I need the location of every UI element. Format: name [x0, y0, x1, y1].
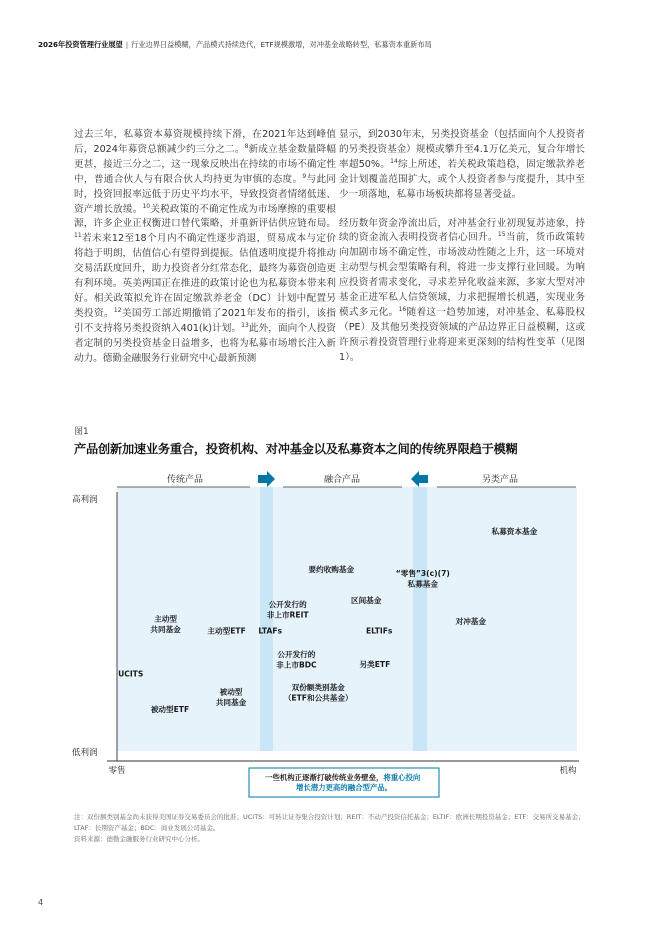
chart-point-label: 主动型共同基金 — [150, 614, 181, 634]
callout-highlight-2: 增长潜力更高的融合型产品。 — [295, 783, 393, 792]
chart-point-label: 对冲基金 — [455, 617, 486, 627]
header-title: 2026年投资管理行业展望 — [38, 40, 123, 49]
chart-point-label: 公开发行的非上市REIT — [266, 600, 309, 620]
footnote-ref: 8 — [244, 142, 249, 150]
chart-point-label: “零售”3(c)(7)私募基金 — [395, 569, 450, 589]
section-label-alternative: 另类产品 — [481, 475, 519, 485]
y-axis-bottom-label: 低利润 — [72, 748, 98, 758]
chart-point-label: 私募资本基金 — [491, 527, 538, 537]
footnote-ref: 16 — [398, 305, 407, 313]
arrow-right-icon — [258, 471, 275, 487]
header-separator: | — [125, 40, 129, 49]
chart-point-label: LTAFs — [258, 626, 283, 636]
footnote-ref: 15 — [497, 231, 506, 239]
callout-highlight-1: 将重心投向 — [383, 773, 421, 782]
arrow-left-icon — [411, 471, 428, 487]
header-subtitle: 行业边界日益模糊，产品模式持续迭代，ETF规模激增，对冲基金战略转型，私募资本重新布局 — [131, 40, 432, 49]
paragraph-left: 过去三年，私募资本募资规模持续下滑，在2021年达到峰值后，2024年募资总额减少约三分之二。$^8$新成立基金数量降幅更甚，接近三分之二，这一现象反映出在持续的市场不确定性中，普通合伙人与有限合伙人均持更为审慎的态度。$^9$与此同时，投资回报率远低于历史平均水平，导致投资者情绪低迷、资产增长放缓。$^{10}$关税政策的不确定性成为市场摩擦的重要根源，许多企业正权衡进口替代策略，并重新评估供应链布局。$^{11}$若未来12至18个月内不确定性逐步消退，贸易成本与定价将趋于明朗，估值信心有望得到提振。估值透明度提升将推动交易活跃度回升，助力投资者分红常态化，最终为募资创造更有利环境。英美两国正在推进的政策讨论也为私募资本带来利好。相关政策拟允许在固定缴款养老金（DC）计划中配置另类投资。$^{12}$美国劳工部近期撤销了2021年发布的指引，该指引不支持将另类投资纳入401(k)计划。$^{13}$此外，面向个人投资者定制的另类投资基金日益增多，也将为私募市场增长注入新动力。德勤金融服务行业研究中心最新预测 — [74, 129, 337, 364]
x-axis-right-label: 机构 — [559, 766, 577, 776]
page-number: 4 — [38, 898, 44, 907]
chart-point-label: 被动型ETF — [150, 704, 190, 714]
figure-title: 产品创新加速业务重合，投资机构、对冲基金以及私募资本之间的传统界限趋于模糊 — [74, 442, 518, 456]
x-axis-left-label: 零售 — [108, 766, 126, 776]
note-text: 注：双份额类别基金尚未获得美国证券交易委员会的批准；UCITS：可转让证券集合投资计划；REIT：不动产投资信托基金；ELTIF：欧洲长期投资基金；ETF：交易所交易基金；LTAF：长期资产基金；BDC：商业发展公司基金。 — [74, 813, 585, 832]
figure-label: 图1 — [74, 427, 89, 437]
band-divider-right — [413, 487, 427, 751]
chart-point-label: 另类ETF — [359, 659, 391, 669]
y-axis-top-label: 高利润 — [72, 495, 98, 505]
chart-point-label: 区间基金 — [351, 595, 382, 605]
section-label-converged: 融合产品 — [323, 475, 361, 485]
figure-notes — [74, 812, 594, 845]
chart-point-label: 公开发行的非上市BDC — [276, 649, 317, 670]
callout-plain: 一些机构正逐渐打破传统业务壁垒， — [265, 773, 384, 782]
chart-point-label: ELTIFs — [365, 626, 393, 636]
chart-point-label: 双份额类别基金（ETF和公共基金） — [283, 683, 353, 703]
paragraph-right-1: 显示，到2030年末，另类投资基金（包括面向个人投资者的另类投资基金）规模或攀升至4.1万亿美元，复合年增长率超50%。$^{14}$综上所述，若关税政策趋稳，固定缴款养老金计划覆盖范围扩大，或个人投资者参与度提升，其中至少一项落地，私募市场板块都将显著受益。 — [339, 129, 586, 200]
footnote-ref: 14 — [390, 157, 398, 165]
footnote-ref: 11 — [74, 232, 82, 240]
chart-point-label: 主动型ETF — [207, 626, 246, 636]
footnote-ref: 10 — [142, 202, 151, 210]
chart-point-label: 被动型共同基金 — [215, 687, 247, 708]
chart-point-label: UCITS — [118, 669, 144, 679]
paragraph-right-2: 经历数年资金净流出后，对冲基金行业初现复苏迹象，持续的资金流入表明投资者信心回升。$^{15}$当前，货币政策转向加剧市场不确定性，市场波动性随之上升，这一环境对主动型与机会型策略有利，将进一步支撑行业回暖。为响应投资者需求变化，寻求差异化收益来源，多家大型对冲基金正进军私人信贷领域，力求把握增长机遇，实现业务模式多元化。$^{16}$随着这一趋势加速，对冲基金、私募股权（PE）及其他另类投资领域的产品边界正日益模糊，这或许预示着投资管理行业将迎来更深刻的结构性变革（见图1）。 — [339, 217, 586, 363]
footnote-ref: 13 — [241, 321, 249, 329]
footnote-ref: 9 — [302, 172, 307, 180]
section-label-traditional: 传统产品 — [166, 475, 204, 485]
chart-point-label: 要约收购基金 — [308, 565, 355, 574]
footnote-ref: 12 — [113, 306, 122, 314]
source-text: 资料来源：德勤金融服务行业研究中心分析。 — [74, 835, 204, 843]
